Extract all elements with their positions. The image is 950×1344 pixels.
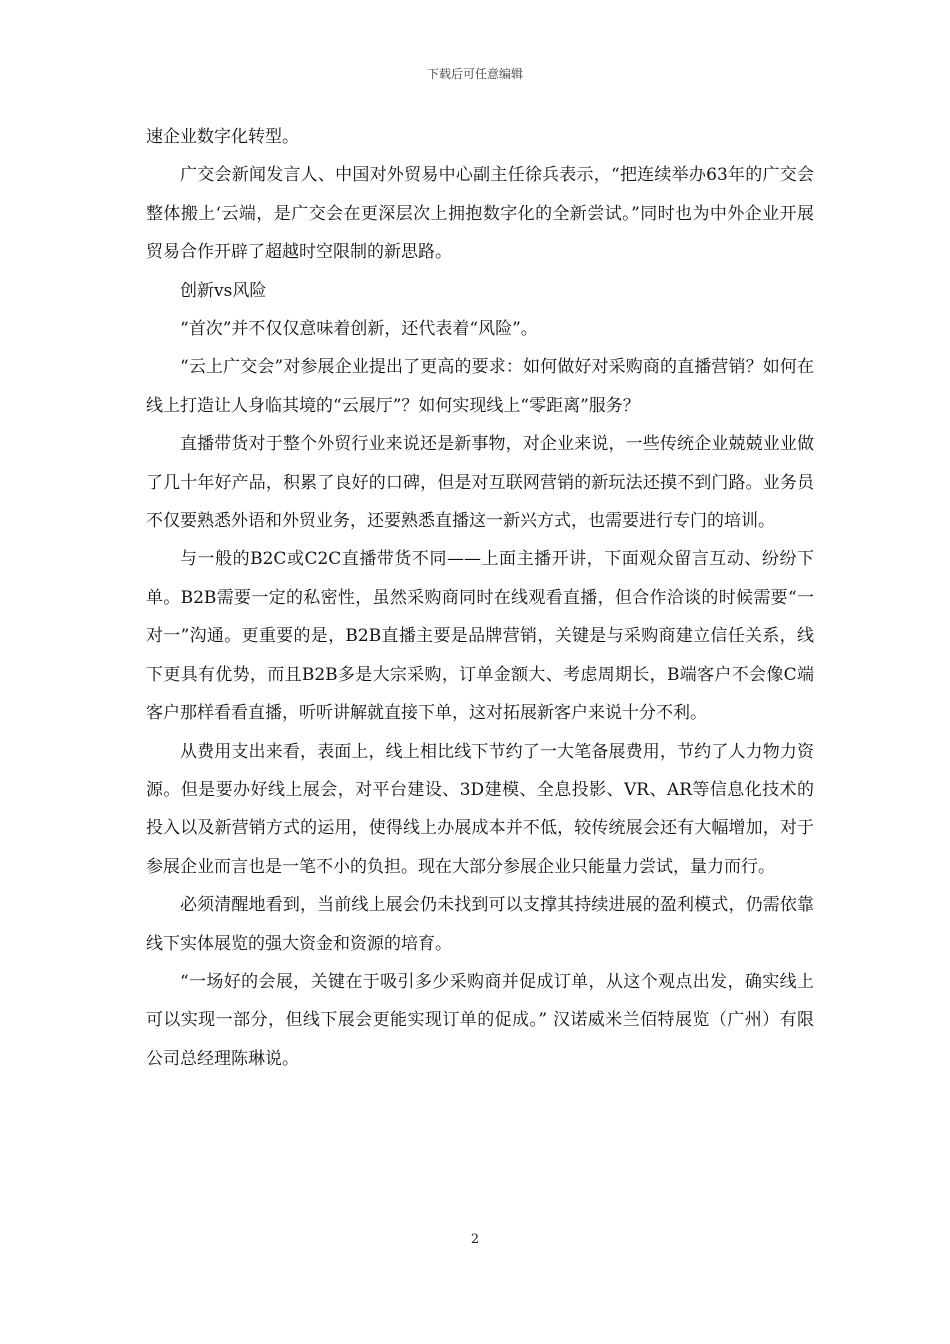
paragraph-8: 必须清醒地看到，当前线上展会仍未找到可以支撑其持续进展的盈利模式，仍需依靠线下实体展览的强大资金和资源的培育。 [146, 895, 814, 954]
page-number: 2 [470, 1232, 480, 1247]
section-heading: 创新vs风险 [180, 280, 267, 301]
paragraph-2: 广交会新闻发言人、中国对外贸易中心副主任徐兵表示，“把连续举办63年的广交会整体搬上‘云端，是广交会在更深层次上拥抱数字化的全新尝试。”同时也为中外企业开展贸易合作开辟了超越时空限制的新思路。 [146, 165, 814, 263]
paragraph-7: 从费用支出来看，表面上，线上相比线下节约了一大笔备展费用，节约了人力物力资源。但是要办好线上展会，对平台建设、3D建模、全息投影、VR、AR等信息化技术的投入以及新营销方式的运用，使得线上办展成本并不低，较传统展会还有大幅增加，对于参展企业而言也是一笔不小的负担。现在大部分参展企业只能量力尝试，量力而行。 [146, 741, 814, 877]
body-text [146, 118, 814, 1078]
page-header: 下载后可任意编辑 [426, 67, 523, 81]
paragraph-5: 直播带货对于整个外贸行业来说还是新事物，对企业来说，一些传统企业兢兢业业做了几十年好产品，积累了良好的口碑，但是对互联网营销的新玩法还摸不到门路。业务员不仅要熟悉外语和外贸业务，还要熟悉直播这一新兴方式，也需要进行专门的培训。 [146, 434, 814, 532]
paragraph-9: “一场好的会展，关键在于吸引多少采购商并促成订单，从这个观点出发，确实线上可以实现一部分，但线下展会更能实现订单的促成。” 汉诺威米兰佰特展览（广州）有限公司总经理陈琳说。 [146, 971, 814, 1069]
paragraph-4: “云上广交会”对参展企业提出了更高的要求：如何做好对采购商的直播营销？如何在线上打造让人身临其境的“云展厅”？如何实现线上“零距离”服务？ [146, 357, 814, 416]
paragraph-1: 速企业数字化转型。 [146, 127, 299, 147]
paragraph-3: “首次”并不仅仅意味着创新，还代表着“风险”。 [180, 319, 538, 340]
paragraph-6: 与一般的B2C或C2C直播带货不同——上面主播开讲，下面观众留言互动、纷纷下单。B2B需要一定的私密性，虽然采购商同时在线观看直播，但合作洽谈的时候需要“一对一”沟通。更重要的是，B2B直播主要是品牌营销，关键是与采购商建立信任关系，线下更具有优势，而且B2B多是大宗采购，订单金额大、考虑周期长，B端客户不会像C端客户那样看看直播，听听讲解就直接下单，这对拓展新客户来说十分不利。 [146, 549, 814, 724]
